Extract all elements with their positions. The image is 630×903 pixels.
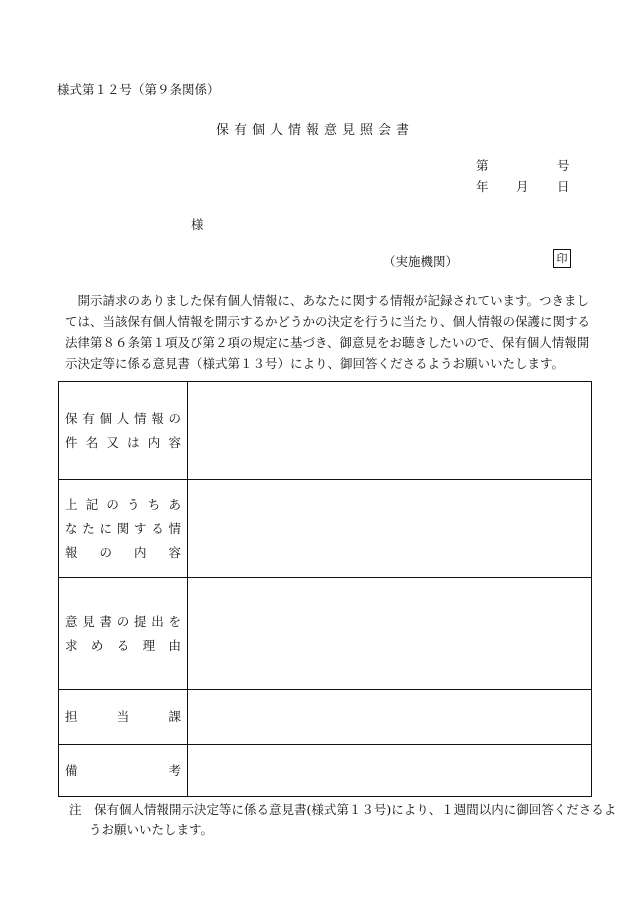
label-line: 備考 xyxy=(65,762,272,778)
reference-number-label: 第 xyxy=(476,158,489,173)
row-value-related-info[interactable] xyxy=(188,480,592,578)
body-paragraph: 開示請求のありました保有個人情報に、あなたに関する情報が記録されています。つきましては、当該保有個人情報を開示するかどうかの決定を行うに当たり、個人情報の保護に関する法律第８６条第１項及び第２項の規定に基づき、御意見をお聴きしたいので、保有個人情報開示決定等に係る意見書（様式第１３号）により、御回答くださるようお願いいたします。 xyxy=(65,293,591,371)
information-table xyxy=(58,381,592,797)
label-line: 担当課 xyxy=(65,709,221,724)
label-line: なたに関する情 xyxy=(65,520,186,536)
row-label-remarks xyxy=(59,745,272,797)
footnote xyxy=(69,800,619,840)
date-day-label: 日 xyxy=(557,179,570,194)
label-line: 件名又は内容 xyxy=(65,434,190,450)
recipient-honorific: 様 xyxy=(191,217,204,232)
row-label-reason xyxy=(59,578,195,690)
row-value-reason[interactable] xyxy=(188,578,592,690)
row-label-related-info xyxy=(59,480,203,578)
reference-number-suffix: 号 xyxy=(557,158,570,173)
label-line: 報の内容 xyxy=(65,544,203,560)
document-title: 保有個人情報意見照会書 xyxy=(215,123,414,138)
form-number: 様式第１２号（第９条関係） xyxy=(57,82,220,97)
table-row xyxy=(59,690,592,745)
row-label-record-name xyxy=(59,382,188,480)
row-value-department[interactable] xyxy=(188,690,592,745)
label-line: 意見書の提出を xyxy=(65,613,186,629)
label-line: 上記のうちあ xyxy=(65,496,190,512)
footnote-text: 保有個人情報開示決定等に係る意見書(様式第１３号)により、１週間以内に御回答くださるようお願いいたします。 xyxy=(89,802,617,837)
label-line: 求める理由 xyxy=(65,637,195,653)
table-row xyxy=(59,480,592,578)
seal-mark: 印 xyxy=(553,249,571,268)
table-row xyxy=(59,382,592,480)
date-month-label: 月 xyxy=(516,179,529,194)
issuer-label: （実施機関） xyxy=(383,254,459,269)
date-year-label: 年 xyxy=(476,179,489,194)
footnote-mark: 注 xyxy=(69,802,82,817)
label-line: 保有個人情報の xyxy=(65,410,186,426)
table-row xyxy=(59,745,592,797)
row-label-department xyxy=(59,690,221,745)
table-row xyxy=(59,578,592,690)
row-value-record-name[interactable] xyxy=(188,382,592,480)
